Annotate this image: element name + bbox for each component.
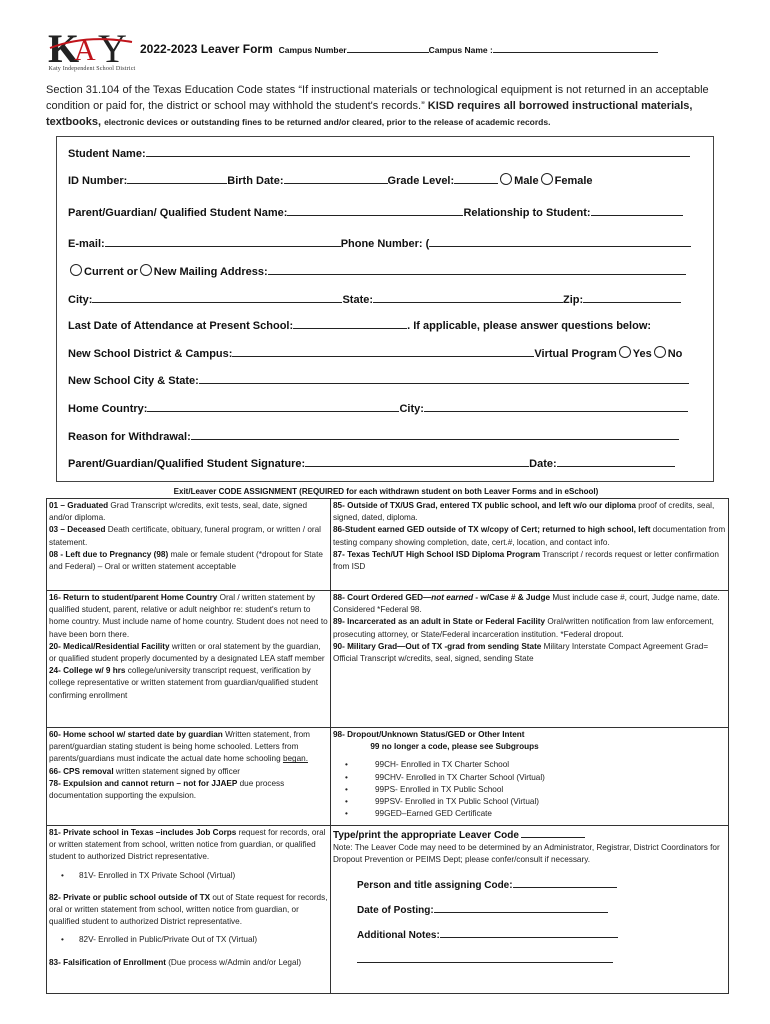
- zip-field[interactable]: [583, 292, 681, 303]
- female-radio[interactable]: [541, 173, 553, 185]
- form-header: [140, 42, 658, 56]
- relationship-field[interactable]: [591, 205, 683, 216]
- row-city: [68, 292, 681, 306]
- list-item: • 99CH- Enrolled in TX Charter School: [333, 759, 726, 771]
- svg-text:A: A: [74, 34, 96, 67]
- form-title: 2022-2023 Leaver Form: [140, 42, 273, 56]
- grade-level-field[interactable]: [454, 173, 498, 184]
- campus-number-label: Campus Number: [278, 45, 347, 55]
- current-or-label: Current or: [84, 266, 138, 278]
- yes-label: Yes: [632, 348, 652, 360]
- row-id: [68, 173, 593, 187]
- no-label: No: [667, 348, 683, 360]
- new-city-state-field[interactable]: [199, 373, 689, 384]
- signature-label: Parent/Guardian/Qualified Student Signature:: [68, 458, 306, 470]
- logo-caption: Katy Independent School District: [48, 66, 136, 72]
- student-name-label: Student Name:: [68, 148, 146, 160]
- list-item: • 82V- Enrolled in Public/Private Out of TX (Virtual): [49, 934, 328, 946]
- signature-date-label: Date:: [529, 458, 557, 470]
- reason-field[interactable]: [191, 429, 679, 440]
- relationship-label: Relationship to Student:: [463, 207, 591, 219]
- notes-label: Additional Notes:: [357, 930, 440, 942]
- female-label: Female: [554, 175, 593, 187]
- person-field[interactable]: [513, 877, 617, 888]
- intro-bold-1: KISD requires all borrowed instructional materials, textbooks,: [46, 100, 693, 128]
- new-district-label: New School District & Campus:: [68, 348, 233, 360]
- list-item: • 99GED–Earned GED Certificate: [333, 808, 726, 820]
- city-label: City:: [68, 294, 93, 306]
- table-row: [47, 499, 729, 591]
- phone-field[interactable]: [429, 236, 691, 247]
- svg-text:Y: Y: [98, 26, 127, 71]
- home-country-field[interactable]: [147, 401, 399, 412]
- virtual-yes-radio[interactable]: [619, 346, 631, 358]
- table-row: [47, 826, 729, 994]
- intro-bold-2: electronic devices or outstanding fines to be returned and/or cleared, prior to the release of academic records.: [104, 117, 551, 127]
- codes-cell-private-school: 81- Private school in Texas –includes Job Corps request for records, oral or written statement from school, written notice from guardian, or qualified student to authorized District representative. • 81V- Enrolled in TX Private School (Virtual) 82- Private or public school outside of TX out of State request for records, oral or written statement from school, written notice from guardian, or qualified student to authorized District representative. • 82V- Enrolled in Public/Private Out of TX (Virtual) 83- Falsification of Enrollment (Due process w/Admin and/or Legal): [47, 826, 331, 994]
- state-label: State:: [342, 294, 374, 306]
- row-home-country: [68, 401, 688, 415]
- list-item: • 99CHV- Enrolled in TX Charter School (Virtual): [333, 772, 726, 784]
- zip-label: Zip:: [563, 294, 584, 306]
- virtual-no-radio[interactable]: [654, 346, 666, 358]
- new-city-state-label: New School City & State:: [68, 375, 199, 387]
- codes-cell-outside-grad: 85- Outside of TX/US Grad, entered TX public school, and left w/o our diploma proof of credits, seal, signed, dated, diploma. 86-Student earned GED outside of TX w/copy of Cert; returned to high school, left documentation from testing company showing completion, date, cert.#, location, and contact info. 87- Texas Tech/UT High School ISD Diploma Program Transcript / records request or letter confirmation from ISD: [331, 499, 729, 591]
- codes-cell-court-ordered: 88- Court Ordered GED—not earned - w/Case # & Judge Must include case #, court, Judge name, date. Considered *Federal 98. 89- Incarcerated as an adult in State or Federal Facility Oral/written notification from law enforcement, prosecuting attorney, or State/Federal incarceration institution. *Federal dropout. 90- Military Grad—Out of TX -grad from sending State Military Interstate Compact Agreement Grad= Official Transcript w/credits, seal, signed, sending State: [331, 591, 729, 728]
- row-email: [68, 236, 691, 250]
- codes-cell-assign: [331, 826, 729, 994]
- guardian-name-label: Parent/Guardian/ Qualified Student Name:: [68, 207, 288, 219]
- codes-cell-home-school: 60- Home school w/ started date by guardian Written statement, from parent/guardian stating student is being home schooled. Letters from parents/guardians must indicate the actual date home schooling began. 66- CPS removal written statement signed by officer 78- Expulsion and cannot return – not for JJAEP due process documentation supporting the expulsion.: [47, 728, 331, 826]
- mailing-address-field[interactable]: [268, 264, 686, 275]
- signature-field[interactable]: [305, 456, 529, 467]
- intro-text: Section 31.104 of the Texas Education Code states “If instructional materials or technological equipment is not returned in an acceptable condition or paid for, the district or school may withhold the student's records.”: [46, 84, 709, 112]
- codes-title: Exit/Leaver CODE ASSIGNMENT (REQUIRED for each withdrawn student on both Leaver Forms and in eSchool): [173, 487, 599, 496]
- student-name-field[interactable]: [146, 146, 690, 157]
- row-guardian: [68, 205, 683, 219]
- table-row: [47, 591, 729, 728]
- reason-label: Reason for Withdrawal:: [68, 431, 191, 443]
- virtual-program-label: Virtual Program: [534, 348, 617, 360]
- last-date-field[interactable]: [293, 318, 407, 329]
- male-label: Male: [514, 175, 539, 187]
- birth-date-label: Birth Date:: [227, 175, 284, 187]
- phone-label: Phone Number: (: [340, 238, 430, 250]
- person-label: Person and title assigning Code:: [357, 879, 513, 891]
- email-field[interactable]: [105, 236, 341, 247]
- grade-level-label: Grade Level:: [387, 175, 455, 187]
- if-applicable-text: . If applicable, please answer questions below:: [407, 320, 652, 332]
- row-signature: [68, 456, 675, 470]
- svg-text:K: K: [48, 26, 80, 71]
- posting-label: Date of Posting:: [357, 904, 434, 916]
- id-number-label: ID Number:: [68, 175, 128, 187]
- birth-date-field[interactable]: [284, 173, 388, 184]
- campus-name-label: Campus Name :: [428, 45, 493, 55]
- list-item: • 99PS- Enrolled in TX Public School: [333, 784, 726, 796]
- intro-paragraph: [46, 82, 718, 130]
- home-city-label: City:: [399, 403, 424, 415]
- posting-field[interactable]: [434, 902, 608, 913]
- city-field[interactable]: [92, 292, 342, 303]
- notes-field-2[interactable]: [357, 952, 613, 963]
- leaver-codes-table: [46, 498, 729, 994]
- row-new-city-state: [68, 373, 689, 387]
- list-item: • 99PSV- Enrolled in TX Public School (Virtual): [333, 796, 726, 808]
- codes-cell-home-country: 16- Return to student/parent Home Country Oral / written statement by qualified student, parent, relative or adult neighbor re: student's return to home country. Must include name of home country. Student does not need to have been born there. 20- Medical/Residential Facility written or oral statement by the guardian, or qualified student properly documented by a designated LEA staff member 24- College w/ 9 hrs college/university transcript request, verification by college representative or written statement from guardian/qualified student confirming enrollment: [47, 591, 331, 728]
- row-new-district: [68, 346, 682, 360]
- notes-field[interactable]: [440, 927, 618, 938]
- new-address-radio[interactable]: [140, 264, 152, 276]
- campus-name-field[interactable]: [493, 42, 658, 53]
- codes-cell-dropout: 98- Dropout/Unknown Status/GED or Other Intent 99 no longer a code, please see Subgroups • 99CH- Enrolled in TX Charter School • 99CHV- Enrolled in TX Charter School (Virtual) • 99PS- Enrolled in TX Public School • 99PSV- Enrolled in TX Public School (Virtual) • 99GED–Earned GED Certificate: [331, 728, 729, 826]
- codes-cell-graduated: 01 – Graduated Grad Transcript w/credits, exit tests, seal, date, signed and/or diploma. 03 – Deceased Death certificate, obituary, funeral program, or written / oral statement. 08 - Left due to Pregnancy (98) male or female student (*dropout for State and Federal) – Oral or written statement acceptable: [47, 499, 331, 591]
- row-address: [68, 264, 686, 278]
- new-district-field[interactable]: [232, 346, 534, 357]
- home-city-field[interactable]: [424, 401, 688, 412]
- row-reason: [68, 429, 679, 443]
- type-print-label: Type/print the appropriate Leaver Code: [333, 830, 519, 841]
- campus-number-field[interactable]: [347, 42, 429, 53]
- leaver-code-field[interactable]: [521, 827, 585, 838]
- home-country-label: Home Country:: [68, 403, 148, 415]
- row-student-name: [68, 146, 690, 160]
- row-last-date: [68, 318, 651, 332]
- current-address-radio[interactable]: [70, 264, 82, 276]
- guardian-name-field[interactable]: [287, 205, 463, 216]
- id-number-field[interactable]: [127, 173, 227, 184]
- list-item: • 81V- Enrolled in TX Private School (Virtual): [49, 870, 328, 882]
- state-field[interactable]: [373, 292, 563, 303]
- note-text: Note: The Leaver Code may need to be determined by an Administrator, Registrar, District Coordinators for Dropout Prevention or PEIMS Dept; please confer/consult if necessary.: [333, 843, 720, 865]
- male-radio[interactable]: [500, 173, 512, 185]
- table-row: [47, 728, 729, 826]
- signature-date-field[interactable]: [557, 456, 675, 467]
- last-date-label: Last Date of Attendance at Present School:: [68, 320, 294, 332]
- new-mailing-label: New Mailing Address:: [153, 266, 268, 278]
- email-label: E-mail:: [68, 238, 105, 250]
